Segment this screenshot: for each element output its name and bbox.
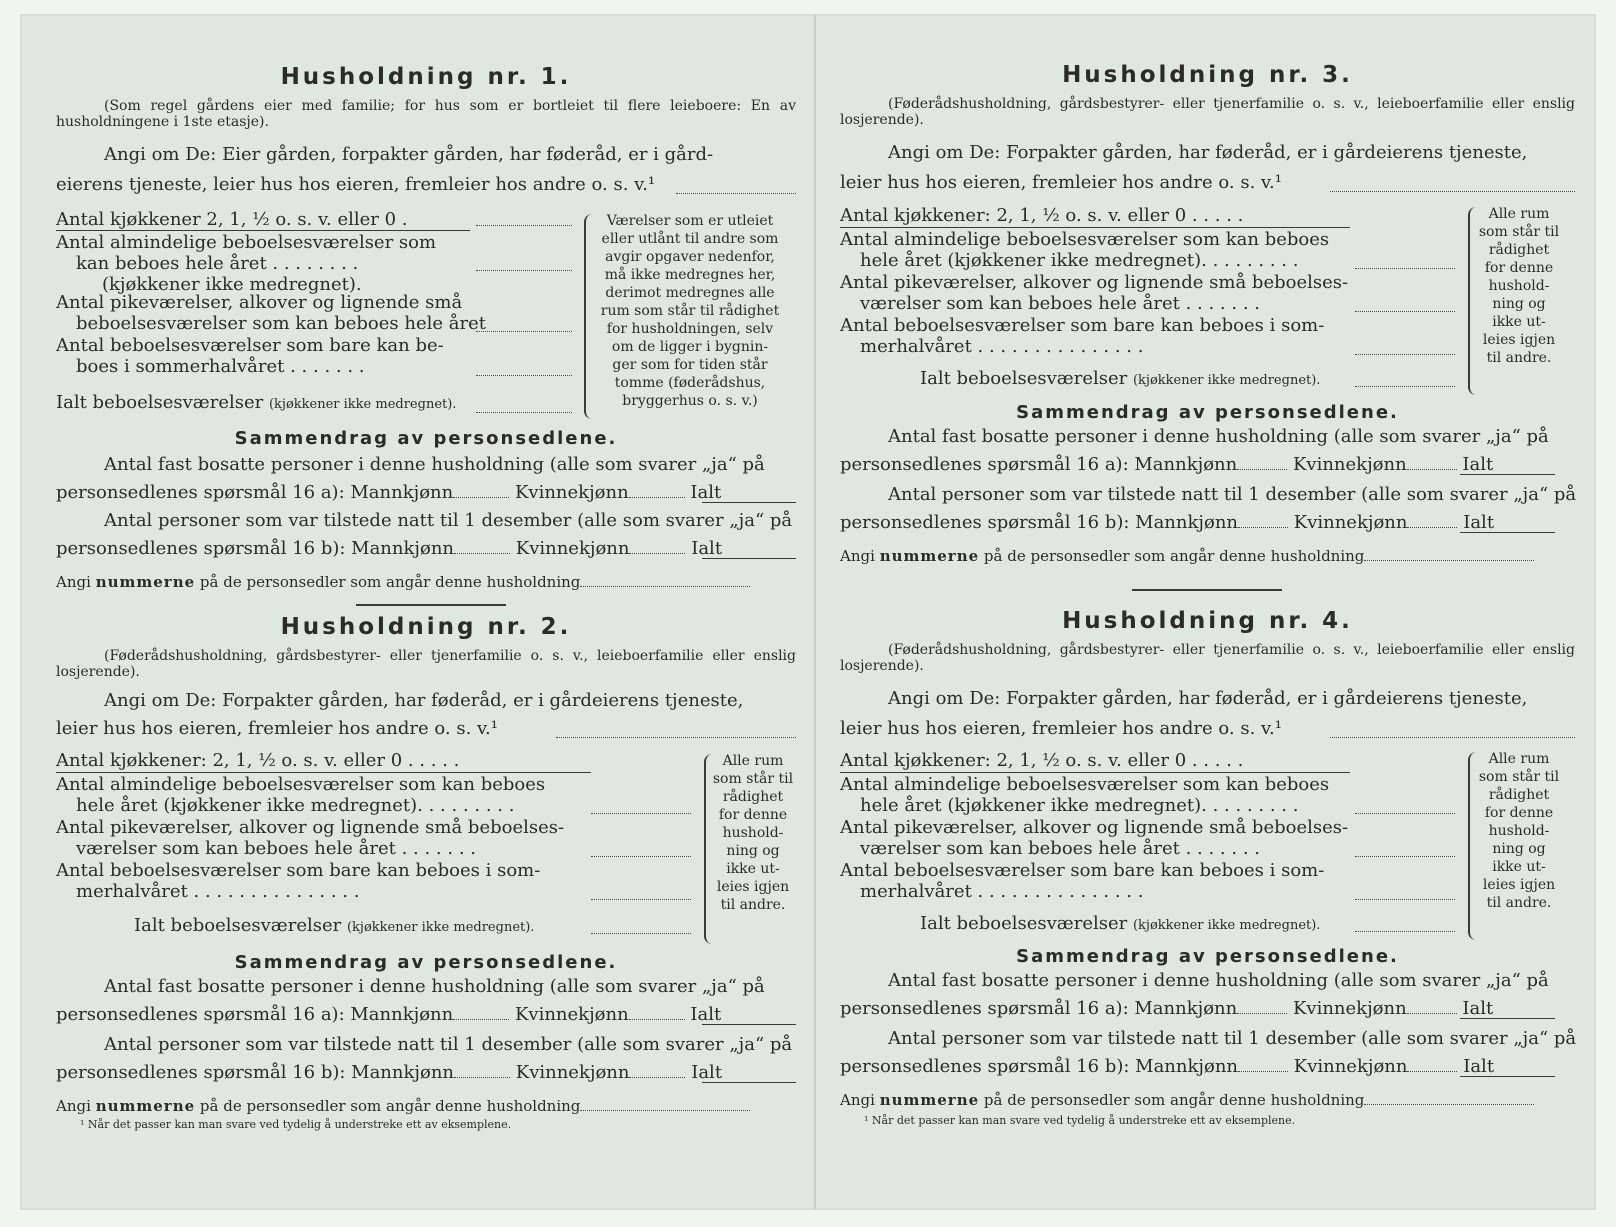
summary-line-3: Antal personer som var tilstede natt til 1 desember (alle som svarer „ja“ på [104,1034,793,1055]
room-row: Antal almindelige beboelsesværelser som kan beboes [840,229,1330,250]
room-row: Antal beboelsesværelser som bare kan be- [56,335,444,356]
room-row: Antal beboelsesværelser som bare kan beboes i som- [840,860,1325,881]
household-4 [840,608,1575,1148]
room-row: Antal almindelige beboelsesværelser som [56,232,437,253]
total-rooms-field[interactable] [1355,385,1455,387]
angi-line-1: Angi om De: Eier gården, forpakter gården, har føderåd, er i gård- [104,144,714,165]
summary-line-2: personsedlenes spørsmål 16 a): Mannkjønn Kvinnekjønn Ialt [840,998,1494,1019]
maid-rooms-field[interactable] [1355,855,1455,857]
row-underline [56,771,591,773]
total-rooms-field[interactable] [1355,930,1455,932]
angi-line-2: eierens tjeneste, leier hus hos eieren, fremleier hos andre o. s. v.¹ [56,174,656,195]
room-row: merhalvåret . . . . . . . . . . . . . . . [860,881,1144,902]
separator [1132,589,1282,591]
summary-line-3: Antal personer som var tilstede natt til 1 desember (alle som svarer „ja“ på [104,510,793,531]
summary-title: Sammendrag av personsedlene. [234,428,618,449]
kitchens-field[interactable] [476,224,572,226]
angi-line-1: Angi om De: Forpakter gården, har føderåd, er i gårdeierens tjeneste, [104,690,744,711]
summary-line-2: personsedlenes spørsmål 16 a): Mannkjønn Kvinnekjønn Ialt [840,454,1494,475]
household-title: Husholdning nr. 1. [280,64,572,90]
total-rooms-line: Ialt beboelsesværelser (kjøkkener ikke medregnet). [920,913,1321,934]
angi-line-2: leier hus hos eieren, fremleier hos andre o. s. v.¹ [56,718,498,739]
ialt-field[interactable] [1460,531,1555,533]
household-title: Husholdning nr. 3. [1062,62,1353,88]
summary-line-3: Antal personer som var tilstede natt til 1 desember (alle som svarer „ja“ på [888,484,1577,505]
total-rooms-field[interactable] [476,411,572,413]
angi-line-2: leier hus hos eieren, fremleier hos andre o. s. v.¹ [840,172,1282,193]
maid-rooms-field[interactable] [591,855,691,857]
ialt-field[interactable] [1460,473,1555,475]
maid-rooms-field[interactable] [1355,310,1455,312]
rooms-note: Alle rum som står til rådighet for denne hushold- ning og ikke ut- leies igjen til andre. [712,753,794,913]
household-2 [56,614,796,1154]
numbers-line: Angi nummerne på de personsedler som angår denne husholdning [840,546,1534,565]
angi-line-1: Angi om De: Forpakter gården, har føderåd, er i gårdeierens tjeneste, [888,688,1528,709]
angi-line-1: Angi om De: Forpakter gården, har føderåd, er i gårdeierens tjeneste, [888,142,1528,163]
row-underline [840,226,1350,228]
summary-line-4: personsedlenes spørsmål 16 b): Mannkjønn Kvinnekjønn Ialt [56,1062,723,1083]
summary-line-2: personsedlenes spørsmål 16 a): Mannkjønn Kvinnekjønn Ialt [56,1004,722,1025]
summary-line-3: Antal personer som var tilstede natt til 1 desember (alle som svarer „ja“ på [888,1028,1577,1049]
total-rooms-line: Ialt beboelsesværelser (kjøkkener ikke medregnet). [134,915,535,936]
summary-line-2: personsedlenes spørsmål 16 a): Mannkjønn Kvinnekjønn Ialt [56,482,722,503]
separator [356,604,506,606]
summary-title: Sammendrag av personsedlene. [1016,946,1399,967]
summary-line-1: Antal fast bosatte personer i denne husholdning (alle som svarer „ja“ på [104,454,765,475]
rooms-note: Alle rum som står til rådighet for denne hushold- ning og ikke ut- leies igjen til andre. [1478,206,1560,366]
summer-rooms-field[interactable] [1355,898,1455,900]
total-rooms-field[interactable] [591,932,691,934]
household-subtitle: (Som regel gårdens eier med familie; for hus som er bortleiet til flere leieboere: En av husholdningene i 1ste etasje). [56,98,796,130]
summary-line-4: personsedlenes spørsmål 16 b): Mannkjønn Kvinnekjønn Ialt [840,512,1495,533]
summary-title: Sammendrag av personsedlene. [1016,402,1399,423]
ialt-field[interactable] [1460,1075,1555,1077]
footnote: ¹ Når det passer kan man svare ved tydelig å understreke ett av eksemplene. [864,1114,1296,1127]
angi-answer-field[interactable] [1330,736,1575,738]
ordinary-rooms-field[interactable] [1355,812,1455,814]
ialt-field[interactable] [702,557,796,559]
room-row: Antal kjøkkener: 2, 1, ½ o. s. v. eller 0 . . . . . [840,205,1244,226]
room-row: værelser som kan beboes hele året . . . . . . . [860,293,1260,314]
summary-line-4: personsedlenes spørsmål 16 b): Mannkjønn Kvinnekjønn Ialt [840,1056,1495,1077]
ialt-field[interactable] [1460,1017,1555,1019]
summary-line-1: Antal fast bosatte personer i denne husholdning (alle som svarer „ja“ på [104,976,765,997]
total-rooms-line: Ialt beboelsesværelser (kjøkkener ikke medregnet). [56,392,457,413]
summer-rooms-field[interactable] [476,374,572,376]
room-row: Antal pikeværelser, alkover og lignende små beboelses- [56,817,565,838]
ialt-field[interactable] [702,501,796,503]
room-row: merhalvåret . . . . . . . . . . . . . . . [860,336,1144,357]
summer-rooms-field[interactable] [591,898,691,900]
household-subtitle: (Føderådshusholdning, gårdsbestyrer- eller tjenerfamilie o. s. v., leieboerfamilie eller enslig losjerende). [840,96,1575,128]
summary-title: Sammendrag av personsedlene. [234,952,618,973]
room-row: boes i sommerhalvåret . . . . . . . [76,356,365,377]
numbers-line: Angi nummerne på de personsedler som angår denne husholdning [840,1090,1534,1109]
rooms-note: Alle rum som står til rådighet for denne hushold- ning og ikke ut- leies igjen til andre. [1478,751,1560,911]
room-row: Antal pikeværelser, alkover og lignende små [56,292,463,313]
room-row: Antal kjøkkener: 2, 1, ½ o. s. v. eller 0 . . . . . [56,750,460,771]
ordinary-rooms-field[interactable] [1355,267,1455,269]
summary-line-1: Antal fast bosatte personer i denne husholdning (alle som svarer „ja“ på [888,970,1549,991]
room-row: værelser som kan beboes hele året . . . . . . . [860,838,1260,859]
ialt-field[interactable] [702,1023,796,1025]
household-title: Husholdning nr. 2. [280,614,572,640]
page-fold [814,14,816,1210]
room-row: Antal pikeværelser, alkover og lignende små beboelses- [840,817,1349,838]
row-underline [840,771,1350,773]
ordinary-rooms-field[interactable] [476,269,572,271]
angi-answer-field[interactable] [556,736,796,738]
household-subtitle: (Føderådshusholdning, gårdsbestyrer- eller tjenerfamilie o. s. v., leieboerfamilie eller enslig losjerende). [56,648,796,680]
room-row: kan beboes hele året . . . . . . . . [76,253,359,274]
room-row: hele året (kjøkkener ikke medregnet). . . . . . . . . [860,795,1299,816]
room-row: hele året (kjøkkener ikke medregnet). . . . . . . . . [860,250,1299,271]
room-row: Antal kjøkkener: 2, 1, ½ o. s. v. eller 0 . . . . . [840,750,1244,771]
room-row: værelser som kan beboes hele året . . . . . . . [76,838,476,859]
footnote: ¹ Når det passer kan man svare ved tydelig å understreke ett av eksemplene. [80,1118,512,1131]
summary-line-4: personsedlenes spørsmål 16 b): Mannkjønn Kvinnekjønn Ialt [56,538,723,559]
summary-line-1: Antal fast bosatte personer i denne husholdning (alle som svarer „ja“ på [888,426,1549,447]
household-3 [840,62,1575,602]
household-title: Husholdning nr. 4. [1062,608,1353,634]
room-row: Antal pikeværelser, alkover og lignende små beboelses- [840,272,1349,293]
angi-answer-field[interactable] [676,192,796,194]
numbers-line: Angi nummerne på de personsedler som angår denne husholdning [56,572,750,591]
numbers-line: Angi nummerne på de personsedler som angår denne husholdning [56,1096,750,1115]
room-row: hele året (kjøkkener ikke medregnet). . . . . . . . . [76,795,515,816]
angi-line-2: leier hus hos eieren, fremleier hos andre o. s. v.¹ [840,718,1282,739]
room-row: beboelsesværelser som kan beboes hele året [76,313,486,334]
room-row-note: (kjøkkener ikke medregnet). [102,274,362,295]
angi-answer-field[interactable] [1330,190,1575,192]
maid-rooms-field[interactable] [476,330,572,332]
room-row: Antal almindelige beboelsesværelser som kan beboes [56,774,546,795]
household-subtitle: (Føderådshusholdning, gårdsbestyrer- eller tjenerfamilie o. s. v., leieboerfamilie eller enslig losjerende). [840,642,1575,674]
census-form-sheet [20,14,1596,1210]
row-underline [56,229,470,231]
room-row: Antal beboelsesværelser som bare kan beboes i som- [56,860,541,881]
room-row: merhalvåret . . . . . . . . . . . . . . . [76,881,360,902]
room-row: Antal beboelsesværelser som bare kan beboes i som- [840,315,1325,336]
total-rooms-line: Ialt beboelsesværelser (kjøkkener ikke medregnet). [920,368,1321,389]
room-row: Antal kjøkkener 2, 1, ½ o. s. v. eller 0 . [56,209,408,230]
ordinary-rooms-field[interactable] [591,812,691,814]
summer-rooms-field[interactable] [1355,353,1455,355]
household-1 [56,64,796,604]
room-row: Antal almindelige beboelsesværelser som kan beboes [840,774,1330,795]
rooms-note: Værelser som er utleiet eller utlånt til andre som avgir opgaver nedenfor, må ikke medregnes her, derimot medregnes alle rum som står til rådighet for husholdningen, selv om de ligger i bygnin- ger som for tiden står tomme (føderådshus, bryggerhus o. s. v.) [600,213,780,409]
ialt-field[interactable] [702,1081,796,1083]
